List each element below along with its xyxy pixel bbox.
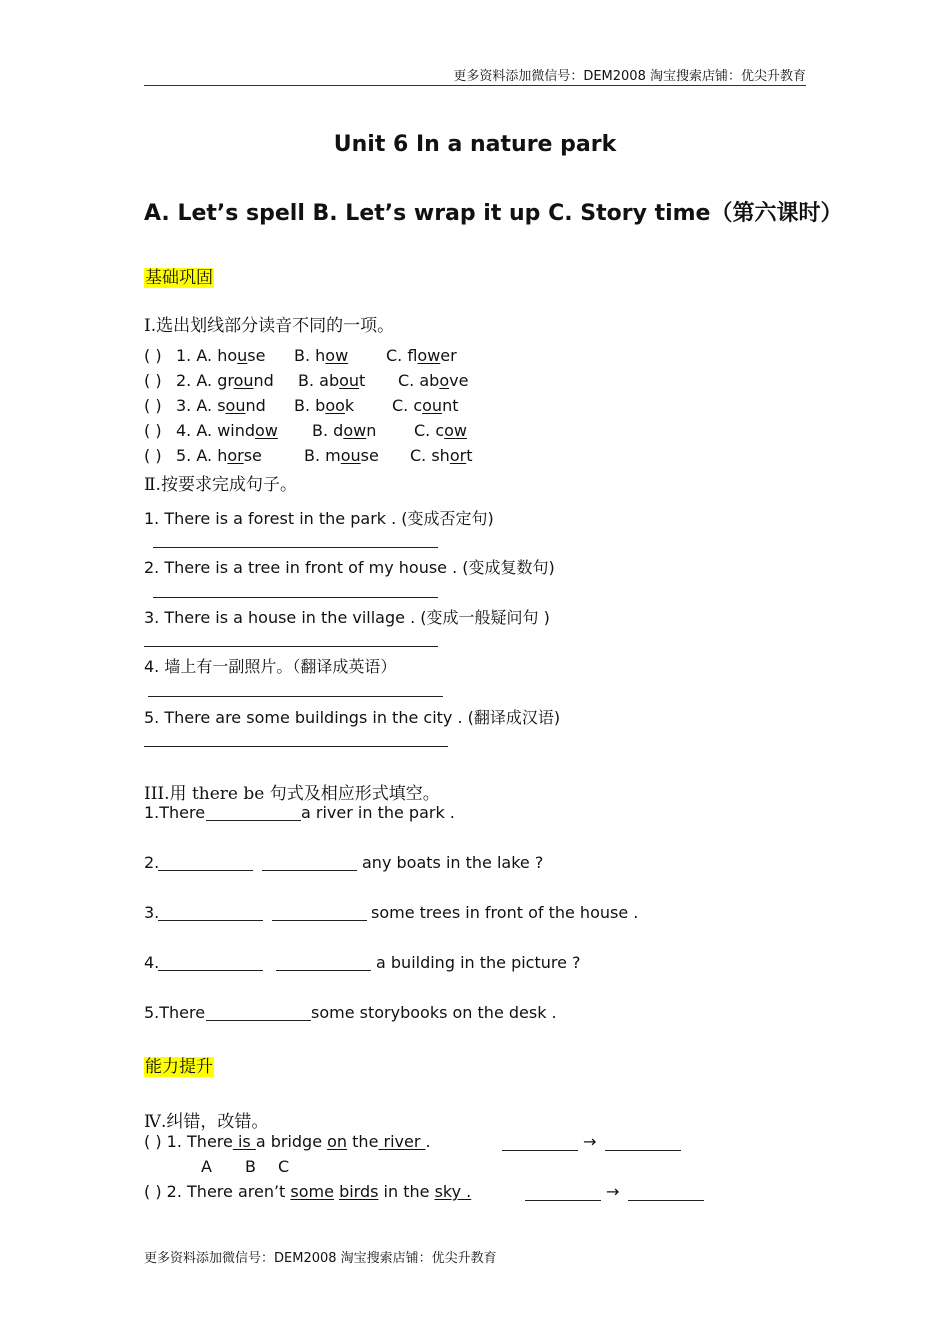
- part3-item: 4.: [144, 953, 160, 972]
- option-a: 3. A. sound: [176, 396, 266, 415]
- page-header: 更多资料添加微信号：DEM2008 淘宝搜索店铺：优尖升教育: [453, 69, 806, 84]
- part3-item-rest: some storybooks on the desk .: [311, 1003, 557, 1022]
- option-c: C. short: [410, 446, 473, 465]
- error-label-c: C: [278, 1157, 290, 1176]
- page-title: Unit 6 In a nature park: [333, 132, 617, 157]
- error-label-b: B: [245, 1157, 256, 1176]
- option-a: 2. A. ground: [176, 371, 274, 390]
- correction-blank[interactable]: [605, 1150, 681, 1151]
- option-a: 4. A. window: [176, 421, 278, 440]
- section-advanced-heading: [144, 1052, 214, 1077]
- header-divider: [144, 85, 806, 86]
- part1-row: [144, 446, 162, 465]
- part2-question: 4. 墙上有一副照片。（翻译成英语）: [144, 657, 397, 676]
- part1-row: [144, 421, 162, 440]
- answer-paren: ( ): [144, 446, 162, 465]
- answer-paren: ( ): [144, 346, 162, 365]
- correction-blank[interactable]: [525, 1200, 601, 1201]
- option-a: 1. A. house: [176, 346, 266, 365]
- answer-blank[interactable]: [148, 696, 443, 697]
- part3-item: 2.: [144, 853, 160, 872]
- correction-blank[interactable]: [628, 1200, 704, 1201]
- part3-item: 1.There: [144, 803, 206, 822]
- option-b: B. book: [294, 396, 355, 415]
- part4-item-2: ( ) 2. There aren’t some birds in the sky .: [144, 1182, 472, 1201]
- part2-question: 3. There is a house in the village . (变成一般疑问句 ): [144, 608, 550, 627]
- section-basic-heading: [144, 263, 214, 288]
- answer-blank[interactable]: [153, 547, 438, 548]
- option-a: 5. A. horse: [176, 446, 262, 465]
- option-c: C. count: [392, 396, 459, 415]
- answer-blank[interactable]: [144, 746, 448, 747]
- part1-row: [144, 346, 162, 365]
- part2-heading: Ⅱ.按要求完成句子。: [144, 475, 297, 495]
- part3-item: 3.: [144, 903, 160, 922]
- fill-blank[interactable]: [158, 970, 263, 971]
- option-b: B. down: [312, 421, 377, 440]
- option-b: B. about: [298, 371, 366, 390]
- answer-paren: ( ): [144, 1132, 162, 1151]
- fill-blank[interactable]: [272, 920, 367, 921]
- fill-blank[interactable]: [206, 820, 301, 821]
- fill-blank[interactable]: [206, 1020, 311, 1021]
- part1-row: [144, 371, 162, 390]
- part3-item-rest: a building in the picture ?: [376, 953, 581, 972]
- part3-heading: III.用 there be 句式及相应形式填空。: [144, 784, 440, 804]
- part1-row: [144, 396, 162, 415]
- section-advanced-label: 能力提升: [145, 1057, 213, 1077]
- part1-heading: Ⅰ.选出划线部分读音不同的一项。: [144, 316, 395, 336]
- correction-blank[interactable]: [502, 1150, 578, 1151]
- option-c: C. above: [398, 371, 469, 390]
- arrow-icon: →: [606, 1182, 620, 1201]
- option-c: C. cow: [414, 421, 468, 440]
- option-c: C. flower: [386, 346, 457, 365]
- option-b: B. mouse: [304, 446, 379, 465]
- part3-item: 5.There: [144, 1003, 206, 1022]
- part4-item-1: ( ) 1. There is a bridge on the river .: [144, 1132, 431, 1151]
- part3-item-rest: a river in the park .: [301, 803, 455, 822]
- answer-paren: ( ): [144, 421, 162, 440]
- answer-paren: ( ): [144, 1182, 162, 1201]
- error-label-a: A: [201, 1157, 212, 1176]
- answer-paren: ( ): [144, 396, 162, 415]
- fill-blank[interactable]: [158, 920, 263, 921]
- fill-blank[interactable]: [262, 870, 357, 871]
- part4-heading: Ⅳ.纠错，改错。: [144, 1112, 269, 1132]
- part2-question: 5. There are some buildings in the city . (翻译成汉语): [144, 708, 561, 727]
- lesson-subtitle: A. Let’s spell B. Let’s wrap it up C. Story time（第六课时）: [144, 201, 843, 226]
- arrow-icon: →: [583, 1132, 597, 1151]
- section-basic-label: 基础巩固: [145, 268, 213, 288]
- option-b: B. how: [294, 346, 349, 365]
- part3-item-rest: some trees in front of the house .: [371, 903, 639, 922]
- page-footer: 更多资料添加微信号：DEM2008 淘宝搜索店铺：优尖升教育: [144, 1251, 497, 1266]
- answer-blank[interactable]: [153, 597, 438, 598]
- answer-paren: ( ): [144, 371, 162, 390]
- fill-blank[interactable]: [276, 970, 371, 971]
- fill-blank[interactable]: [158, 870, 253, 871]
- part2-question: 1. There is a forest in the park . (变成否定句): [144, 509, 494, 528]
- answer-blank[interactable]: [144, 646, 438, 647]
- part2-question: 2. There is a tree in front of my house . (变成复数句): [144, 558, 555, 577]
- part3-item-rest: any boats in the lake ?: [362, 853, 544, 872]
